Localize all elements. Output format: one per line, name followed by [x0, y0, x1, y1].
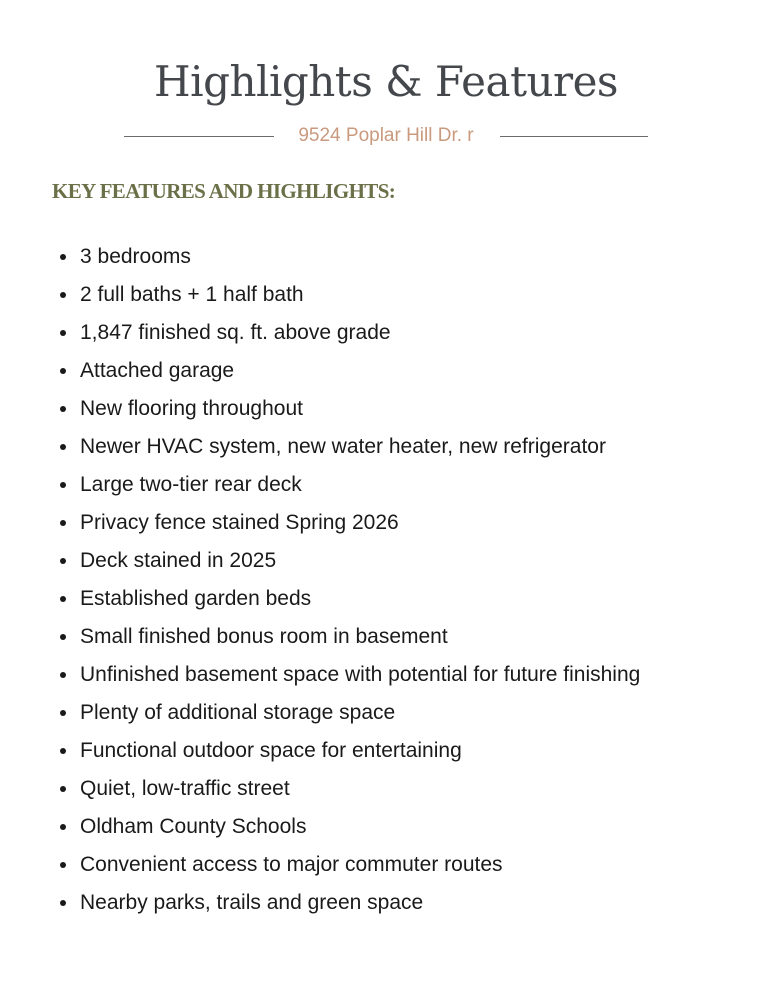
bullet-icon [60, 672, 66, 678]
bullet-icon [60, 824, 66, 830]
bullet-icon [60, 254, 66, 260]
bullet-icon [60, 482, 66, 488]
feature-text: Attached garage [80, 359, 235, 382]
list-item [56, 694, 640, 732]
feature-text: New flooring throughout [80, 397, 303, 420]
list-item [56, 352, 640, 390]
bullet-icon [60, 406, 66, 412]
bullet-icon [60, 558, 66, 564]
feature-text: Convenient access to major commuter routes [80, 853, 503, 876]
list-item [56, 846, 640, 884]
bullet-icon [60, 330, 66, 336]
feature-text: Plenty of additional storage space [80, 701, 396, 724]
bullet-icon [60, 748, 66, 754]
bullet-icon [60, 520, 66, 526]
bullet-icon [60, 862, 66, 868]
page-title: Highlights & Features [154, 57, 618, 106]
list-item [56, 580, 640, 618]
bullet-icon [60, 634, 66, 640]
feature-text: Deck stained in 2025 [80, 549, 277, 572]
feature-text: Nearby parks, trails and green space [80, 891, 424, 914]
list-item [56, 504, 640, 542]
list-item [56, 732, 640, 770]
bullet-icon [60, 710, 66, 716]
feature-text: Newer HVAC system, new water heater, new refrigerator [80, 435, 606, 458]
bullet-icon [60, 596, 66, 602]
list-item [56, 656, 640, 694]
bullet-icon [60, 900, 66, 906]
property-address: 9524 Poplar Hill Dr. r [298, 125, 474, 146]
list-item [56, 618, 640, 656]
feature-text: Large two-tier rear deck [80, 473, 302, 496]
list-item [56, 770, 640, 808]
list-item [56, 542, 640, 580]
features-list [56, 238, 640, 922]
list-item [56, 238, 640, 276]
list-item [56, 276, 640, 314]
feature-text: Small finished bonus room in basement [80, 625, 448, 648]
list-item [56, 390, 640, 428]
address-row [0, 122, 772, 150]
feature-text: 1,847 finished sq. ft. above grade [80, 321, 391, 344]
feature-text: 3 bedrooms [80, 245, 191, 268]
bullet-icon [60, 786, 66, 792]
feature-text: Unfinished basement space with potential for future finishing [80, 663, 641, 686]
bullet-icon [60, 368, 66, 374]
list-item [56, 428, 640, 466]
bullet-icon [60, 292, 66, 298]
feature-text: Oldham County Schools [80, 815, 307, 838]
feature-text: Privacy fence stained Spring 2026 [80, 511, 399, 534]
list-item [56, 466, 640, 504]
feature-text: Quiet, low-traffic street [80, 777, 290, 800]
section-heading: KEY FEATURES AND HIGHLIGHTS: [52, 179, 396, 203]
bullet-icon [60, 444, 66, 450]
feature-text: 2 full baths + 1 half bath [80, 283, 304, 306]
feature-text: Functional outdoor space for entertaining [80, 739, 462, 762]
list-item [56, 808, 640, 846]
list-item [56, 314, 640, 352]
feature-text: Established garden beds [80, 587, 312, 610]
list-item [56, 884, 640, 922]
right-divider [500, 136, 648, 137]
